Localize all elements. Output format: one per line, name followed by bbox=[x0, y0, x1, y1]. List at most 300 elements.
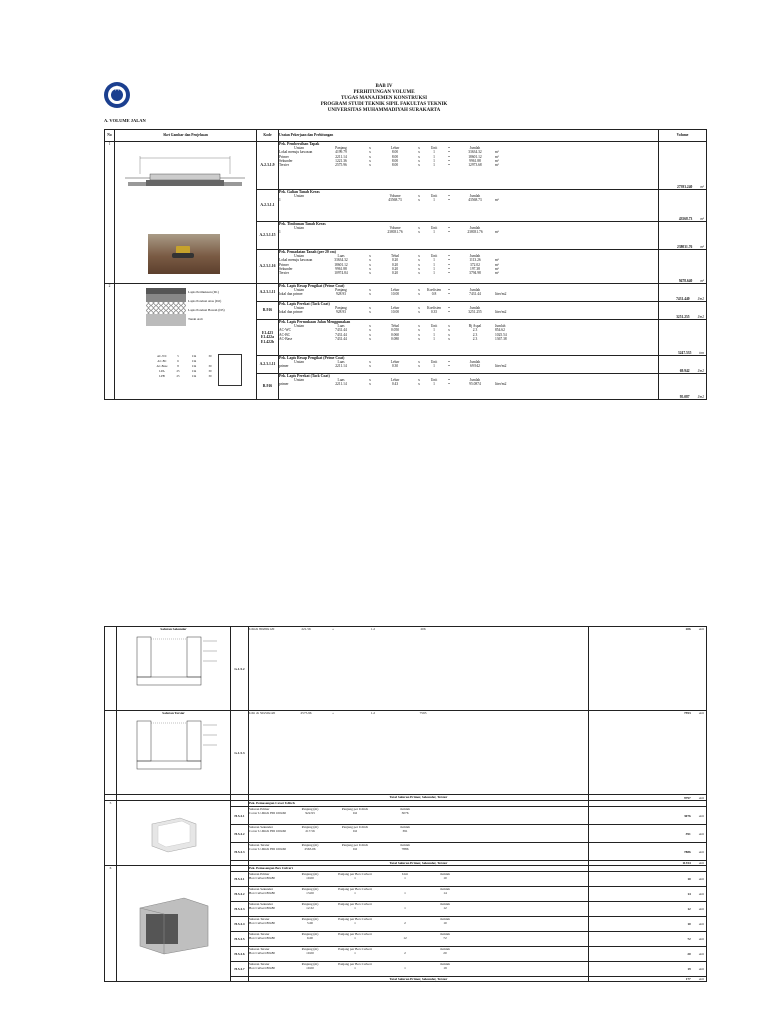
calc-value: 0.6 bbox=[352, 811, 358, 815]
channel-label: Saluran Tersier bbox=[162, 711, 185, 715]
calc-value: 3794.98 bbox=[469, 271, 481, 276]
calc-header-cell: Jumlah bbox=[469, 288, 481, 293]
calc-header-cell: Koefisien bbox=[427, 306, 441, 311]
volume-cell bbox=[659, 374, 707, 400]
calc-header-cell: Panjang bbox=[335, 288, 347, 293]
calc-value: 7431.44 bbox=[335, 336, 347, 341]
calc-value: 0.20 bbox=[391, 271, 399, 276]
calc-value: 197.38 bbox=[470, 266, 480, 271]
calc-value: 10 bbox=[443, 876, 447, 880]
volume-value: 9797 bbox=[683, 795, 691, 800]
calc-header-cell: Jumlah bbox=[400, 807, 410, 811]
calc-header-cell: Unit bbox=[430, 324, 438, 329]
item-code bbox=[257, 356, 279, 374]
layer-cell: LPA bbox=[159, 369, 165, 373]
calc-header-cell: = bbox=[447, 288, 451, 293]
total-label: Total Saluran Primer, Sekunder, Tersier bbox=[249, 977, 589, 982]
item-code-text: R.916 bbox=[262, 384, 273, 389]
volume-unit: unit bbox=[698, 967, 704, 971]
col-header-description: Uraian Pekerjaan dan Perhitungan bbox=[279, 130, 659, 142]
item-code-text: A.2.3.1.16 bbox=[259, 264, 276, 269]
item-code-text: E1.423 bbox=[261, 331, 274, 336]
calc-line bbox=[279, 271, 658, 275]
work-item-title: Pek. Timbunan Tanah Keras bbox=[279, 222, 326, 226]
calc-header-cell: Uraian bbox=[294, 360, 304, 365]
calc-value: 1 bbox=[433, 271, 435, 276]
calc-header-cell: Panjang (m) bbox=[301, 843, 319, 847]
layer-cell: Cm bbox=[191, 364, 197, 368]
calc-value: x bbox=[418, 150, 420, 155]
calc-header-cell: Unit bbox=[430, 226, 438, 231]
calc-value: 18601.12 bbox=[468, 154, 482, 159]
table-header-row bbox=[105, 130, 707, 142]
calc-value: Sekunder bbox=[279, 158, 293, 163]
calc-header-cell: Panjang per Box Culvert bbox=[338, 887, 372, 891]
calculation-cell bbox=[249, 627, 589, 711]
volume-cell bbox=[589, 872, 707, 887]
volume-value: 206 bbox=[685, 627, 691, 631]
volume-unit: l/m2 bbox=[697, 314, 704, 319]
calc-value: 0.6 bbox=[352, 847, 358, 851]
volume-value: 19 bbox=[687, 967, 691, 971]
layer-cell: Cm bbox=[191, 359, 197, 363]
calc-header-cell: Unit bbox=[430, 146, 438, 151]
table-row bbox=[105, 711, 707, 795]
item-code: H.5.4.5 bbox=[231, 932, 249, 947]
calc-value bbox=[363, 198, 377, 202]
volume-value: 43568.73 bbox=[678, 216, 693, 221]
calc-value: 10.00 bbox=[306, 951, 314, 955]
calc-value: Lokal menuju kawasan bbox=[279, 150, 313, 155]
calc-value: 43568.73 bbox=[388, 198, 402, 203]
calc-header-cell: Panjang bbox=[335, 306, 347, 311]
channel-type: Saluran Tersier bbox=[249, 947, 270, 951]
calc-value: 1 bbox=[354, 966, 356, 970]
calc-value bbox=[363, 230, 377, 234]
calc-header-cell: Luas bbox=[337, 324, 345, 329]
product-name: Cover U-Ditch HD 100x60 bbox=[249, 847, 287, 851]
u-ditch-drawing bbox=[129, 715, 219, 775]
calc-line bbox=[279, 292, 658, 296]
calc-value: 0.20 bbox=[391, 266, 399, 271]
layer-row bbox=[154, 374, 218, 379]
product-name: Cover U-Ditch HD 100x60 bbox=[249, 811, 287, 815]
volume-unit: unit bbox=[698, 892, 704, 896]
calc-value: x bbox=[418, 332, 420, 337]
calc-header-cell: Volume bbox=[389, 226, 401, 231]
volume-unit: unit bbox=[698, 952, 704, 956]
calc-value: 7431.44 bbox=[335, 332, 347, 337]
volume-unit: unit bbox=[698, 795, 704, 800]
layer-cell: Cm bbox=[191, 354, 197, 358]
calc-header-cell: Luas bbox=[337, 254, 345, 259]
calc-value: 2575.96 bbox=[335, 163, 347, 168]
product-name: Box Culvert 80x80 bbox=[249, 966, 275, 970]
section-title: A. VOLUME JALAN bbox=[104, 118, 146, 123]
volume-cell bbox=[589, 887, 707, 902]
calc-value: 72 bbox=[443, 936, 447, 940]
calc-header-cell: Unit bbox=[430, 360, 438, 365]
calc-value: 1 bbox=[433, 382, 435, 387]
volume-unit: m³ bbox=[700, 216, 704, 221]
calc-value: 928.93 bbox=[336, 310, 346, 315]
layer-cell: 25 bbox=[176, 369, 180, 373]
calc-value: 854.62 bbox=[495, 328, 505, 333]
calc-header-cell: x bbox=[418, 226, 420, 231]
work-item-title: Pek. Pembersihan Tapak bbox=[279, 142, 320, 146]
calc-value: x bbox=[448, 332, 450, 337]
layer-cell: 25 bbox=[176, 374, 180, 378]
group-title: Pek. Pemasangan Cover Uditch bbox=[249, 801, 589, 807]
calc-value: x bbox=[369, 258, 371, 263]
volume-value: 7593 bbox=[683, 711, 691, 715]
calc-value: 7431.44 bbox=[335, 328, 347, 333]
volume-cell bbox=[659, 190, 707, 222]
item-code: H.5.4.3 bbox=[231, 902, 249, 917]
calc-header-cell: x bbox=[418, 194, 420, 199]
calc-value: 5.00 bbox=[307, 921, 313, 925]
calc-value: m³ bbox=[495, 258, 499, 263]
item-code: H.5.4.2 bbox=[231, 887, 249, 902]
calculation-cell bbox=[249, 887, 589, 902]
calc-value: x bbox=[418, 271, 420, 276]
volume-cell bbox=[659, 250, 707, 284]
calc-header-cell: Uraian bbox=[294, 324, 304, 329]
volume-value: 238031.76 bbox=[677, 244, 693, 249]
calc-value: Tersier bbox=[279, 271, 289, 276]
item-code-text: A.2.3.1.11 bbox=[259, 290, 276, 295]
volume-cell bbox=[659, 302, 707, 320]
calc-header-cell: Jumlah bbox=[495, 324, 506, 329]
calc-value: 8.00 bbox=[391, 150, 399, 155]
calc-value: = bbox=[447, 198, 451, 203]
calc-value: 69.942 bbox=[470, 364, 480, 369]
product-name: Box Culvert 80x80 bbox=[249, 936, 275, 940]
volume-cell bbox=[659, 222, 707, 250]
layer-cell: 5 bbox=[177, 354, 179, 358]
calc-value: 1 bbox=[433, 262, 435, 267]
calc-value: 1 bbox=[433, 336, 435, 341]
u-ditch-drawing bbox=[129, 631, 219, 691]
calc-value: x bbox=[369, 310, 371, 315]
calc-header-cell: Uraian bbox=[294, 378, 304, 383]
calc-value: 10.00 bbox=[390, 310, 400, 315]
header-line: PERHITUNGAN VOLUME bbox=[353, 90, 415, 95]
calc-value: x bbox=[418, 382, 420, 387]
calc-value: 1 bbox=[404, 891, 406, 895]
calc-value: 7886 bbox=[401, 847, 409, 851]
volume-unit: unit bbox=[698, 907, 704, 911]
calc-header-cell: Panjang (m) bbox=[301, 807, 319, 811]
calc-header-cell: Panjang (m) bbox=[301, 887, 319, 891]
header-line: TUGAS MANAJEMEN KONSTRUKSI bbox=[340, 96, 428, 101]
pavement-layers-diagram bbox=[146, 288, 186, 326]
calc-value: 8.00 bbox=[391, 154, 399, 159]
calculation-cell bbox=[279, 302, 659, 320]
calc-value: x bbox=[418, 364, 420, 369]
calc-value: 1025.54 bbox=[495, 332, 507, 337]
calc-header-cell: = bbox=[447, 146, 451, 151]
calc-header-cell: Jumlah bbox=[400, 825, 410, 829]
item-code bbox=[257, 222, 279, 250]
item-code-text: A.2.3.1.15 bbox=[259, 233, 276, 238]
calc-header-cell: x bbox=[369, 306, 371, 311]
calc-value: 0.20 bbox=[391, 258, 399, 263]
calculation-cell bbox=[249, 711, 589, 795]
layer-cell: LPB bbox=[159, 374, 165, 378]
calc-value: AC-BC bbox=[279, 332, 290, 337]
box-sketch-cell bbox=[117, 866, 231, 982]
volume-cell bbox=[589, 962, 707, 977]
calc-header-cell: Jumlah bbox=[440, 917, 450, 921]
calc-value: = bbox=[447, 163, 451, 168]
channel-type: Saluran Tersier bbox=[249, 962, 270, 966]
item-code: H.5.4.7 bbox=[231, 962, 249, 977]
calc-header-cell: Uraian bbox=[294, 146, 304, 151]
calc-value: 221.56 bbox=[301, 627, 311, 631]
calc-value: 0.8 bbox=[431, 292, 437, 297]
calc-header-cell: Unit bbox=[401, 872, 409, 876]
calc-value: x bbox=[369, 292, 371, 297]
calc-value: Sekunder bbox=[279, 266, 293, 271]
calc-value: 2.3 bbox=[472, 332, 478, 337]
volume-unit: unit bbox=[698, 877, 704, 881]
calc-value: m³ bbox=[495, 271, 499, 276]
calc-value: 95.0874 bbox=[469, 382, 481, 387]
calc-value bbox=[319, 198, 363, 202]
calculation-cell bbox=[279, 374, 659, 400]
calc-header-cell: Panjang (m) bbox=[301, 917, 319, 921]
volume-cell bbox=[589, 627, 707, 711]
calc-value: x bbox=[418, 310, 420, 315]
calc-value: 13.00 bbox=[306, 891, 314, 895]
calc-header-cell: Jumlah bbox=[440, 902, 450, 906]
calc-value: m³ bbox=[495, 266, 499, 271]
calc-value: 928.93 bbox=[336, 292, 346, 297]
calc-header-cell: Jumlah bbox=[440, 872, 450, 876]
calc-value: 10.00 bbox=[306, 876, 314, 880]
calc-value: 1.2 bbox=[370, 627, 376, 631]
calc-header-cell: = bbox=[447, 194, 451, 199]
work-item-title: Pek. Galian Tanah Keras bbox=[279, 190, 320, 194]
calc-value: 2.3 bbox=[472, 328, 478, 333]
volume-unit: ton bbox=[699, 350, 704, 355]
calc-line bbox=[249, 811, 588, 815]
calc-header-cell: Jumlah bbox=[440, 932, 450, 936]
volume-unit: l/m2 bbox=[697, 296, 704, 301]
work-item-title: Pek. Lapis Resap Pengikat (Prime Coat) bbox=[279, 356, 345, 360]
calculation-cell bbox=[279, 222, 659, 250]
calc-header-cell: Uraian bbox=[294, 306, 304, 311]
layer-cell: 30 bbox=[208, 369, 212, 373]
calc-header-cell: Lebar bbox=[390, 378, 400, 383]
layer-labels bbox=[188, 288, 240, 324]
calc-line bbox=[279, 382, 658, 386]
calc-value: 1 bbox=[279, 230, 281, 235]
calc-value: x bbox=[369, 328, 371, 333]
document-header bbox=[0, 84, 768, 114]
calc-value: m³ bbox=[495, 230, 499, 235]
empty-cell bbox=[231, 977, 249, 982]
calc-header-cell: Jumlah bbox=[469, 226, 481, 231]
calc-value: = bbox=[447, 310, 451, 315]
layer-cell: 30 bbox=[208, 354, 212, 358]
volume-value: 7886 bbox=[683, 849, 691, 854]
calc-value: = bbox=[447, 154, 451, 159]
calc-value: 2.3 bbox=[472, 336, 478, 341]
calc-value: x bbox=[369, 154, 371, 159]
product-name: Box Culvert 80x80 bbox=[249, 891, 275, 895]
calc-value: x bbox=[369, 336, 371, 341]
layer-label: Lapis Pondasi Atas (D2) bbox=[188, 299, 222, 303]
calc-header-cell: = bbox=[447, 254, 451, 259]
calc-value: m² bbox=[495, 158, 499, 163]
volume-unit: unit bbox=[698, 977, 704, 981]
row-number bbox=[105, 711, 117, 795]
calc-value: liter/m2 bbox=[495, 310, 507, 315]
calc-header-cell: Jumlah bbox=[440, 947, 450, 951]
calculation-cell bbox=[249, 962, 589, 977]
item-code: G.1.5.2 bbox=[231, 627, 249, 711]
calc-value: 238031.76 bbox=[387, 230, 403, 235]
calc-value: 0.6 bbox=[352, 829, 358, 833]
col-header-sketch: Sket Gambar dan Penjelasan bbox=[115, 130, 257, 142]
calc-value: liter/m2 bbox=[495, 292, 507, 297]
calc-value: 12 bbox=[443, 906, 447, 910]
calc-value: 0.35 bbox=[430, 310, 438, 315]
item-code bbox=[257, 284, 279, 302]
calc-value bbox=[319, 230, 363, 234]
calc-header-cell: x bbox=[369, 324, 371, 329]
calculation-cell bbox=[279, 190, 659, 222]
volume-value: 20 bbox=[687, 952, 691, 956]
calc-value: primer bbox=[279, 364, 289, 369]
work-item-title: Pek. Pemadatan Tanah (per 20 cm) bbox=[279, 250, 336, 254]
calc-header-cell: x bbox=[369, 288, 371, 293]
calc-header-cell: x bbox=[418, 254, 420, 259]
calc-value: 12 bbox=[403, 936, 407, 940]
group-title: Pek. Pemasangan Box Culvert bbox=[249, 866, 589, 872]
calculation-cell bbox=[249, 872, 589, 887]
calc-value: 20 bbox=[443, 951, 447, 955]
item-code-text: E1.422a bbox=[261, 335, 274, 340]
calc-value: 2211.14 bbox=[335, 364, 347, 369]
calc-value: 922.93 bbox=[305, 811, 315, 815]
calc-value: 1 bbox=[433, 158, 435, 163]
calc-header-cell: x bbox=[369, 146, 371, 151]
layer-thickness-box bbox=[218, 354, 242, 386]
calc-header-cell: Luas bbox=[337, 378, 345, 383]
row-number: 1 bbox=[105, 142, 115, 284]
calc-value: 1 bbox=[279, 198, 281, 203]
calc-header-cell: Jumlah bbox=[469, 360, 481, 365]
calc-header-cell: Jumlah bbox=[469, 194, 481, 199]
layer-cell: AC-WC bbox=[157, 354, 167, 358]
calc-value: 1 bbox=[433, 364, 435, 369]
calculation-cell bbox=[279, 142, 659, 190]
calc-value: 217.56 bbox=[305, 829, 315, 833]
col-header-code: Kode bbox=[257, 130, 279, 142]
work-item-title: Pek. Lapis Perekat (Tack Coat) bbox=[279, 374, 330, 378]
calc-value: = bbox=[447, 258, 451, 263]
calc-header-cell: = bbox=[447, 378, 451, 383]
calc-header-cell: Panjang per Box Culvert bbox=[338, 947, 372, 951]
calc-value: x bbox=[418, 154, 420, 159]
calc-header-cell: x bbox=[418, 360, 420, 365]
calc-value: 391 bbox=[402, 829, 408, 833]
volume-unit: l/m2 bbox=[697, 394, 704, 399]
calc-value: = bbox=[447, 271, 451, 276]
volume-cell bbox=[659, 284, 707, 302]
calc-value: ÷ bbox=[332, 627, 334, 631]
calc-line bbox=[249, 829, 588, 833]
item-code bbox=[257, 142, 279, 190]
calc-value: 1 bbox=[433, 150, 435, 155]
channel-type: Saluran Tersier bbox=[249, 843, 270, 847]
item-code-text: A.2.3.1.9 bbox=[260, 163, 275, 168]
calc-value: m³ bbox=[495, 262, 499, 267]
calc-value: 10974.84 bbox=[334, 271, 348, 276]
calc-value: x bbox=[418, 230, 420, 235]
volume-cell bbox=[589, 977, 707, 982]
calculation-cell bbox=[249, 902, 589, 917]
calc-value: m² bbox=[495, 154, 499, 159]
calc-value: 9961.88 bbox=[469, 158, 481, 163]
calc-value: 2563.06 bbox=[304, 847, 316, 851]
calc-value: x bbox=[418, 336, 420, 341]
calc-value: liter/m2 bbox=[495, 364, 507, 369]
calc-header-cell: Jumlah bbox=[469, 306, 481, 311]
calc-value: Tersier bbox=[279, 163, 289, 168]
volume-unit: unit bbox=[698, 627, 704, 631]
calc-value: 1.2 bbox=[370, 711, 376, 715]
calc-value: 2575.96 bbox=[300, 711, 312, 715]
calc-line bbox=[249, 951, 588, 955]
item-code-text: R.916 bbox=[262, 308, 273, 313]
calc-header-cell: Jumlah bbox=[469, 378, 481, 383]
row-number: 5 bbox=[105, 801, 117, 866]
calc-value: x bbox=[418, 266, 420, 271]
row-number: 6 bbox=[105, 866, 117, 982]
calc-value: ÷ bbox=[332, 711, 334, 715]
calc-value: 0.060 bbox=[390, 332, 400, 337]
layer-cell: 30 bbox=[208, 374, 212, 378]
table-row bbox=[105, 627, 707, 711]
volume-unit: m³ bbox=[700, 244, 704, 249]
volume-unit: unit bbox=[698, 849, 704, 854]
calc-value: 10.00 bbox=[390, 292, 400, 297]
calc-value: = bbox=[447, 266, 451, 271]
calc-value: 1 bbox=[404, 966, 406, 970]
calc-value: 1 bbox=[354, 921, 356, 925]
header-line: PROGRAM STUDI TEKNIK SIPIL FAKULTAS TEKNIK bbox=[320, 102, 448, 107]
product-name: Cover U-Ditch HD 100x60 bbox=[249, 829, 287, 833]
calc-value: x bbox=[418, 163, 420, 168]
volume-cell bbox=[589, 711, 707, 795]
calc-line bbox=[249, 891, 588, 895]
compaction-photo bbox=[148, 234, 220, 274]
total-label: Total Saluran Primer, Sekunder, Tersier bbox=[249, 861, 589, 866]
calc-value: 1 bbox=[354, 936, 356, 940]
item-code bbox=[257, 374, 279, 400]
calc-value: AC-WC bbox=[279, 328, 291, 333]
calc-value: 1 bbox=[433, 163, 435, 168]
calc-value: 1 bbox=[433, 266, 435, 271]
volume-unit: m³ bbox=[700, 278, 704, 283]
calc-header-cell: Jumlah bbox=[469, 254, 481, 259]
item-code: H.5.4.3 bbox=[231, 843, 249, 861]
volume-value: 27393.240 bbox=[677, 184, 693, 189]
